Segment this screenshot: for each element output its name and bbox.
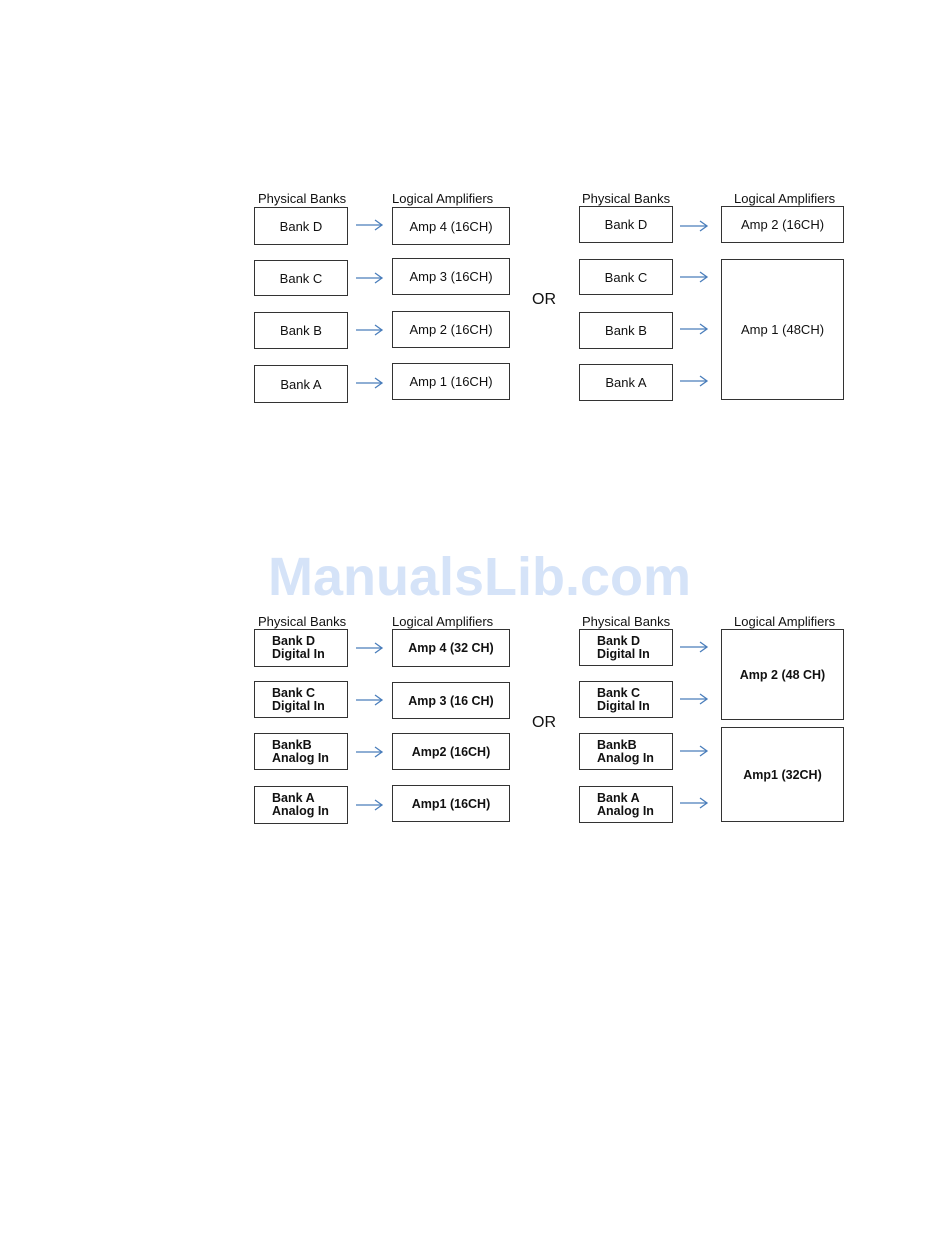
d1-right-arrow-c-icon [680,272,707,282]
d2-left-arrow-a-icon [356,800,382,810]
d2-right-bank-b-line1: BankB [597,737,637,752]
d1-right-bank-c: Bank C [579,259,673,295]
d2-right-bank-d-line1: Bank D [597,633,641,648]
d2-right-arrow-c-icon [680,694,707,704]
d1-left-bank-b: Bank B [254,312,348,349]
d2-right-amp-2: Amp 2 (48 CH) [721,629,844,720]
d1-right-bank-d: Bank D [579,206,673,243]
d2-left-bank-b-line2: Analog In [272,750,329,765]
d2-left-bank-c-line2: Digital In [272,698,325,713]
d2-right-bank-a-line2: Analog In [597,803,654,818]
d2-right-amp-1: Amp1 (32CH) [721,727,844,822]
d1-right-amp-2: Amp 2 (16CH) [721,206,844,243]
watermark-logo: ManualsLib.com [268,547,692,607]
d1-or-label: OR [532,291,556,308]
d1-left-amps-header: Logical Amplifiers [392,191,494,206]
d1-right-amp-1: Amp 1 (48CH) [721,259,844,400]
d2-left-amp-1: Amp1 (16CH) [392,785,510,822]
d1-left-amp-2: Amp 2 (16CH) [392,311,510,348]
d1-right-banks-header: Physical Banks [582,191,671,206]
d1-left-bank-d: Bank D [254,207,348,245]
d1-left-arrow-a-icon [356,378,382,388]
d1-right-arrow-a-icon [680,376,707,386]
d2-left-arrow-b-icon [356,747,382,757]
d1-left-banks-header: Physical Banks [258,191,347,206]
d2-right-arrow-d-icon [680,642,707,652]
d1-left-bank-c: Bank C [254,260,348,296]
d1-right-amps-header: Logical Amplifiers [734,191,836,206]
d2-left-bank-d-line2: Digital In [272,647,325,661]
d2-or-label: OR [532,714,556,731]
d2-left-bank-d-line1: Bank D [272,634,316,648]
d2-right-bank-a-line1: Bank A [597,790,640,805]
d1-right-bank-b: Bank B [579,312,673,349]
d2-left-amp-4: Amp 4 (32 CH) [392,629,510,667]
d2-left-amps-header: Logical Amplifiers [392,614,494,629]
d1-left-amp-3: Amp 3 (16CH) [392,258,510,295]
d1-left-arrow-d-icon [356,220,382,230]
d2-right-amps-header: Logical Amplifiers [734,614,836,629]
d2-right-banks-header: Physical Banks [582,614,671,629]
d1-right-bank-a: Bank A [579,364,673,401]
d1-left-amp-4: Amp 4 (16CH) [392,207,510,245]
d2-left-bank-c-line1: Bank C [272,685,316,700]
d2-right-arrow-b-icon [680,746,707,756]
d2-left-arrow-c-icon [356,695,382,705]
d2-left-amp-2: Amp2 (16CH) [392,733,510,770]
d2-right-bank-c-line1: Bank C [597,685,641,700]
d1-right-arrow-b-icon [680,324,707,334]
d1-left-amp-1: Amp 1 (16CH) [392,363,510,400]
d1-left-bank-a: Bank A [254,365,348,403]
d2-left-arrow-d-icon [356,643,382,653]
d1-right-arrow-d-icon [680,221,707,231]
d1-left-arrow-c-icon [356,273,382,283]
d2-left-bank-b-line1: BankB [272,737,312,752]
d2-right-bank-c-line2: Digital In [597,698,650,713]
d2-left-amp-3: Amp 3 (16 CH) [392,682,510,719]
d2-right-bank-b-line2: Analog In [597,750,654,765]
d2-left-bank-a-line2: Analog In [272,804,329,818]
d2-left-banks-header: Physical Banks [258,614,347,629]
d1-left-arrow-b-icon [356,325,382,335]
d2-left-bank-a-line1: Bank A [272,791,315,805]
d2-right-bank-d-line2: Digital In [597,646,650,661]
d2-right-arrow-a-icon [680,798,707,808]
